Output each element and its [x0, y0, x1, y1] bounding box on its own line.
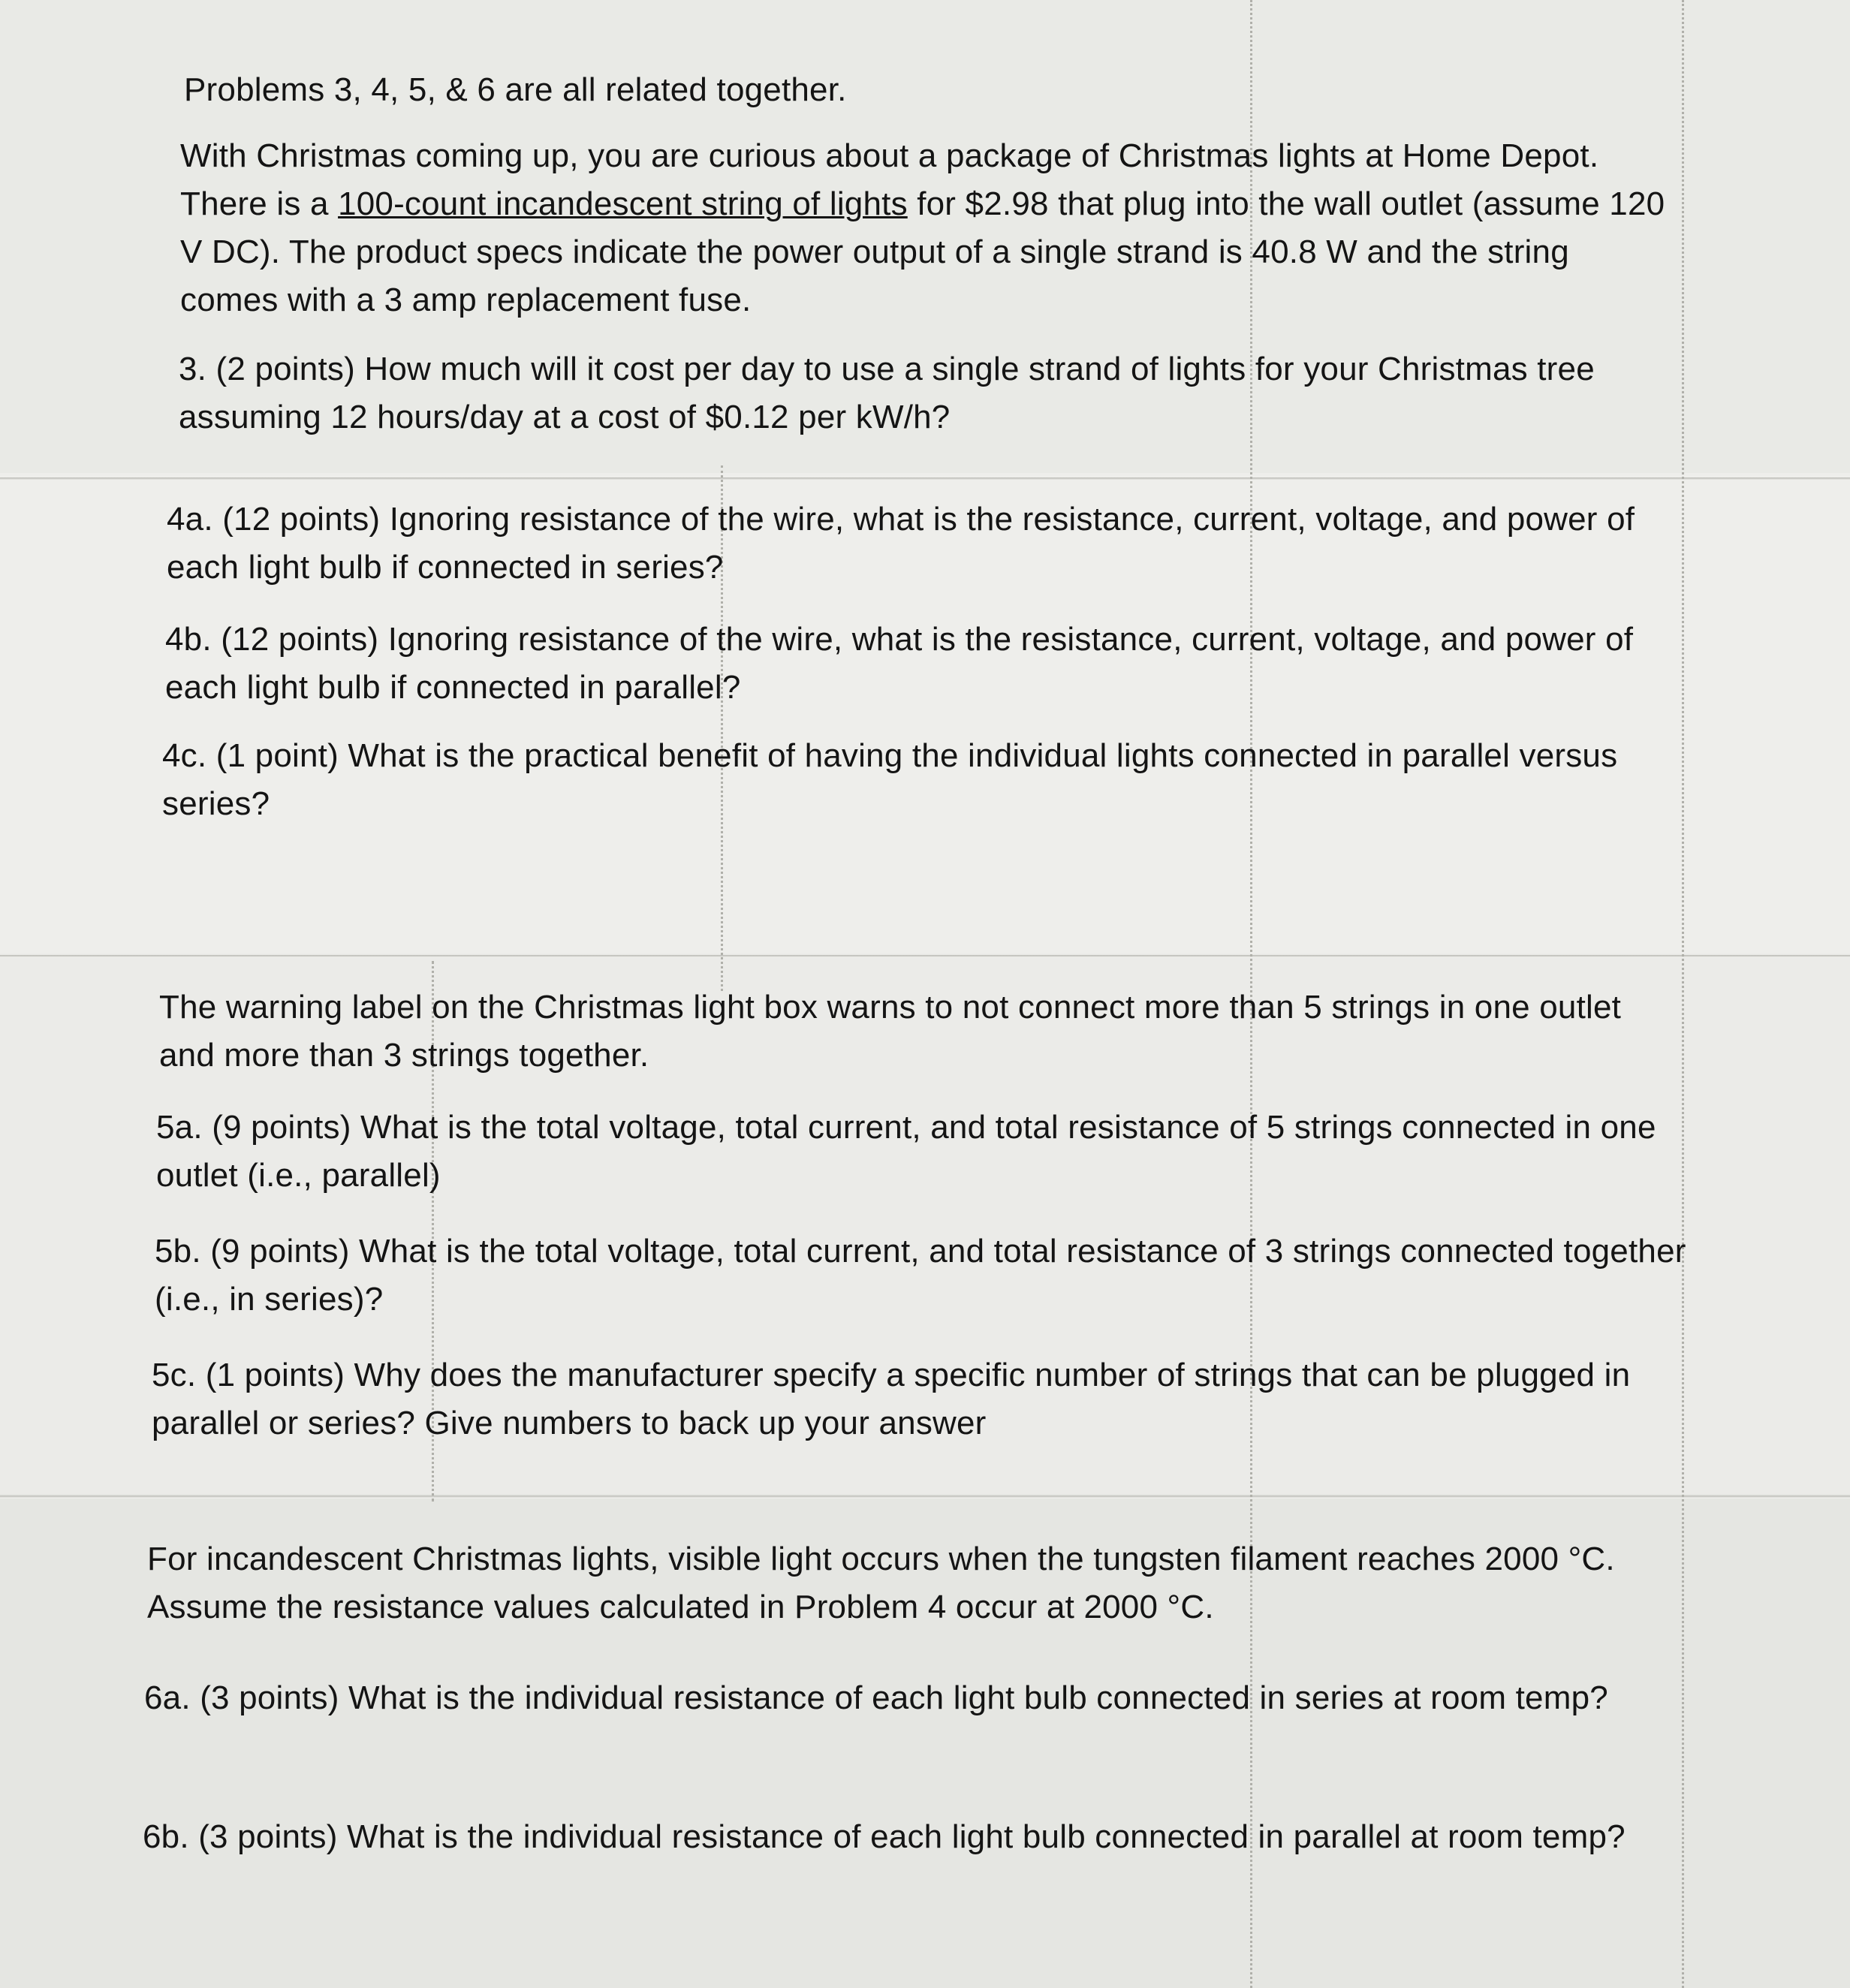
problem-6b: 6b. (3 points) What is the individual resistance of each light bulb connected in parallel at room temp?	[143, 1818, 1626, 1855]
page-fold	[0, 955, 1850, 958]
page-fold	[0, 1496, 1850, 1499]
underlined-phrase: 100-count incandescent string of lights	[338, 185, 908, 222]
warning-label-text: The warning label on the Christmas light box warns to not connect more than 5 strings in one outlet and more than 3 strings together.	[159, 989, 1622, 1074]
page-fold	[0, 477, 1850, 480]
problem-5c: 5c. (1 points) Why does the manufacturer specify a specific number of strings that can be plugged in parallel or series? Give numbers to back up your answer	[152, 1357, 1631, 1441]
problem-4a: 4a. (12 points) Ignoring resistance of the wire, what is the resistance, current, voltage, and power of each light bulb if connected in series?	[167, 501, 1635, 586]
problem-3: 3. (2 points) How much will it cost per day to use a single strand of lights for your Christmas tree assuming 12 hours/day at a cost of $0.12 per kW/h?	[179, 351, 1595, 435]
problem-4b: 4b. (12 points) Ignoring resistance of the wire, what is the resistance, current, voltage, and power of each light bulb if connected in parallel?	[165, 621, 1634, 706]
problem-5a: 5a. (9 points) What is the total voltage, total current, and total resistance of 5 strings connected in one outlet (i.e., parallel)	[156, 1109, 1656, 1194]
problem-4c: 4c. (1 point) What is the practical benefit of having the individual lights connected in parallel versus series?	[162, 737, 1618, 822]
related-note: Problems 3, 4, 5, & 6 are all related together.	[184, 71, 847, 108]
problem-5b: 5b. (9 points) What is the total voltage, total current, and total resistance of 3 strings connected together (i.e., in series)?	[155, 1233, 1686, 1318]
intro-paragraph: With Christmas coming up, you are curious about a package of Christmas lights at Home Depot. There is a 100-count incandescent string of lights for $2.98 that plug into the wall outlet (assume 120 V DC). The product specs indicate the power output of a single strand is 40.8 W and the string comes with a 3 amp replacement fuse.	[180, 137, 1665, 318]
tungsten-paragraph: For incandescent Christmas lights, visible light occurs when the tungsten filament reaches 2000 °C. Assume the resistance values calculated in Problem 4 occur at 2000 °C.	[147, 1541, 1615, 1625]
problem-6a: 6a. (3 points) What is the individual resistance of each light bulb connected in series at room temp?	[144, 1679, 1608, 1716]
